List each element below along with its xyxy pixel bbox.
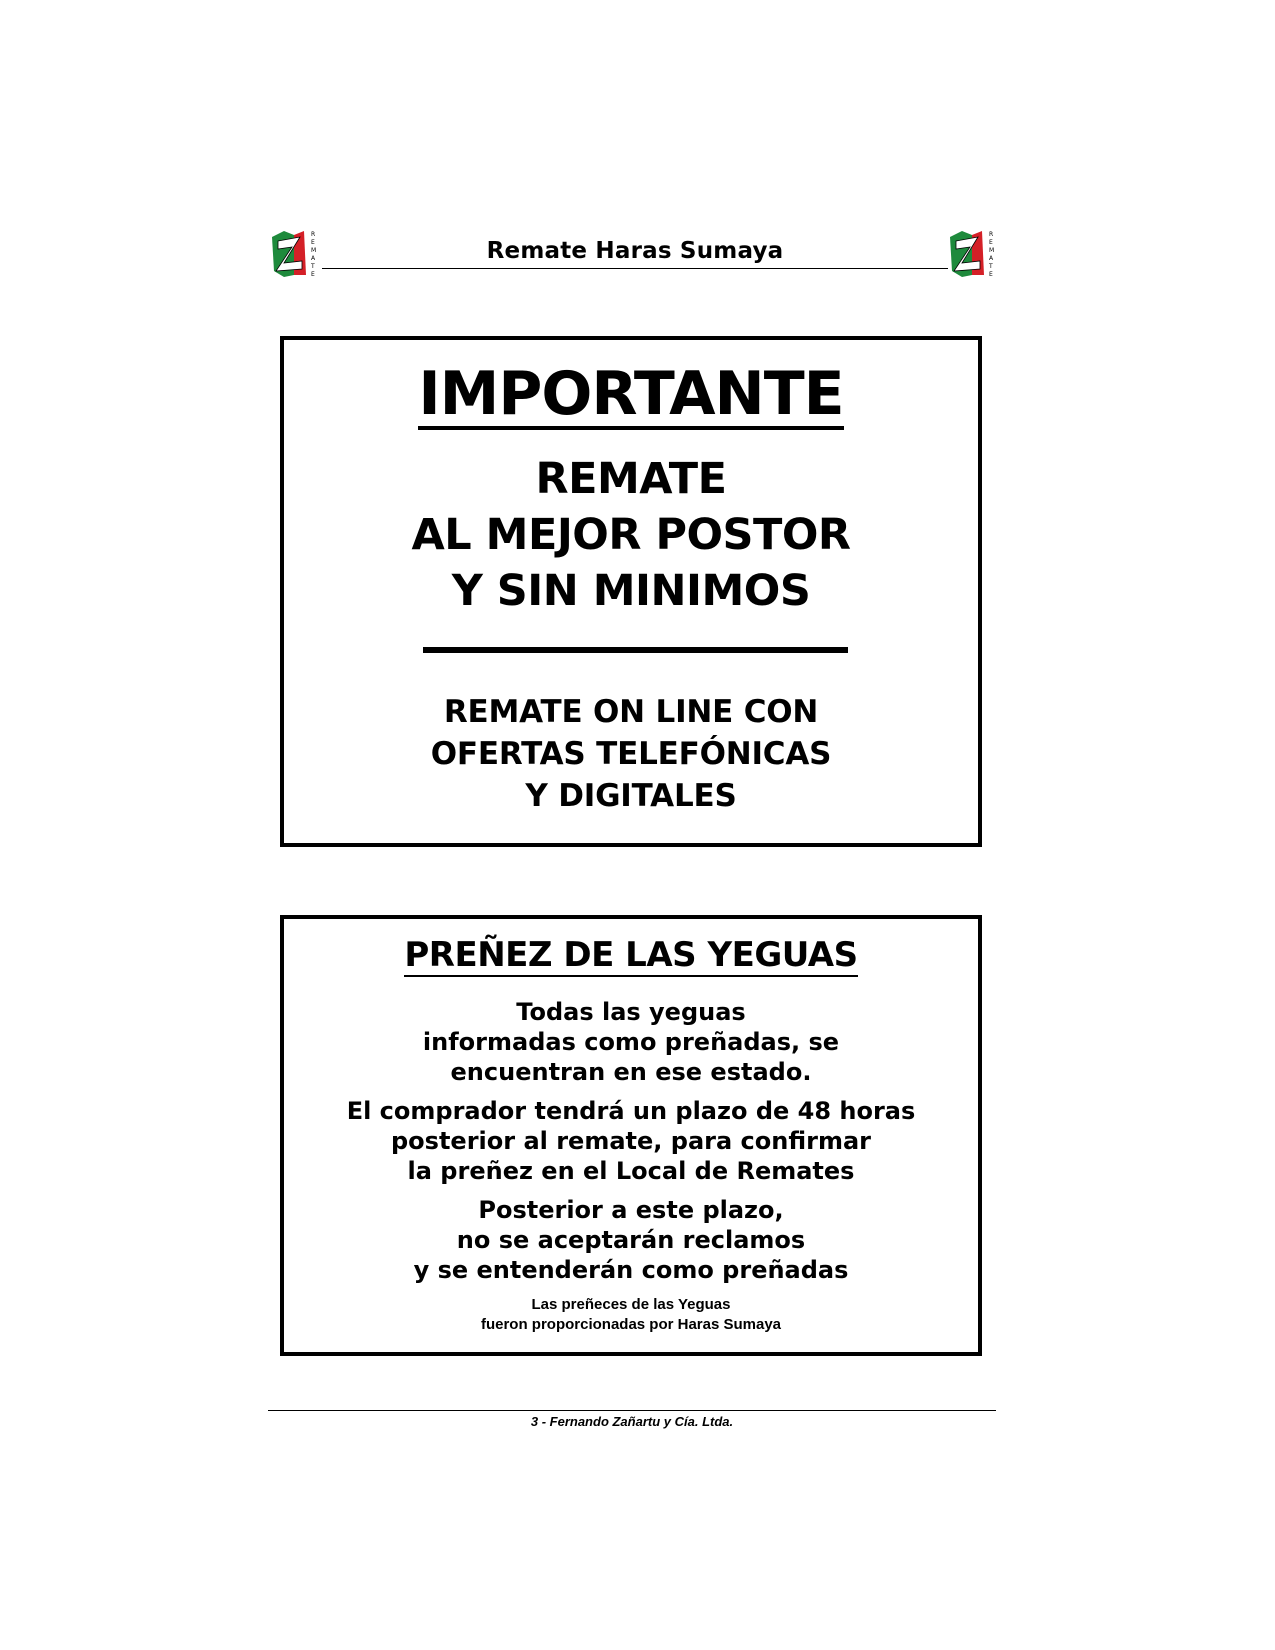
svg-text:E: E xyxy=(989,271,993,278)
footer-text: 3 - Fernando Zañartu y Cía. Ltda. xyxy=(530,1414,734,1429)
paragraph-line: Posterior a este plazo, xyxy=(478,1196,784,1224)
source-note-line: Las preñeces de las Yeguas xyxy=(531,1296,731,1313)
svg-text:R: R xyxy=(989,231,994,238)
prenez-title: PREÑEZ DE LAS YEGUAS xyxy=(404,935,858,975)
svg-text:E: E xyxy=(989,239,993,246)
header-title: Remate Haras Sumaya xyxy=(486,238,784,264)
importante-title: IMPORTANTE xyxy=(418,359,844,429)
importante-box xyxy=(280,336,982,847)
online-line-3: Y DIGITALES xyxy=(525,778,737,814)
remate-line: REMATE xyxy=(535,454,727,504)
paragraph-line: no se aceptarán reclamos xyxy=(456,1226,806,1254)
paragraph-line: la preñez en el Local de Remates xyxy=(407,1157,855,1185)
svg-text:A: A xyxy=(989,255,994,262)
svg-text:E: E xyxy=(311,271,315,278)
zz-remates-logo xyxy=(270,227,324,279)
zz-remates-logo xyxy=(948,227,1002,279)
svg-text:T: T xyxy=(311,263,315,270)
mejor-postor-line: AL MEJOR POSTOR xyxy=(411,510,851,560)
section-divider xyxy=(423,647,848,653)
svg-text:M: M xyxy=(989,247,995,254)
paragraph-line: encuentran en ese estado. xyxy=(450,1058,812,1086)
paragraph-line: El comprador tendrá un plazo de 48 horas xyxy=(346,1097,916,1125)
svg-text:A: A xyxy=(311,255,316,262)
svg-text:T: T xyxy=(989,263,993,270)
svg-text:M: M xyxy=(311,247,317,254)
online-line-1: REMATE ON LINE CON xyxy=(443,694,819,730)
paragraph-line: Todas las yeguas xyxy=(516,998,746,1026)
paragraph-line: y se entenderán como preñadas xyxy=(413,1256,849,1284)
sin-minimos-line: Y SIN MINIMOS xyxy=(451,566,811,616)
paragraph-line: informadas como preñadas, se xyxy=(422,1028,840,1056)
paragraph-line: posterior al remate, para confirmar xyxy=(391,1127,871,1155)
svg-text:R: R xyxy=(311,231,316,238)
source-note-line: fueron proporcionadas por Haras Sumaya xyxy=(480,1316,782,1333)
footer-rule xyxy=(268,1410,996,1411)
svg-text:E: E xyxy=(311,239,315,246)
prenez-box xyxy=(280,915,982,1356)
header-rule xyxy=(322,268,948,269)
online-line-2: OFERTAS TELEFÓNICAS xyxy=(430,736,832,772)
